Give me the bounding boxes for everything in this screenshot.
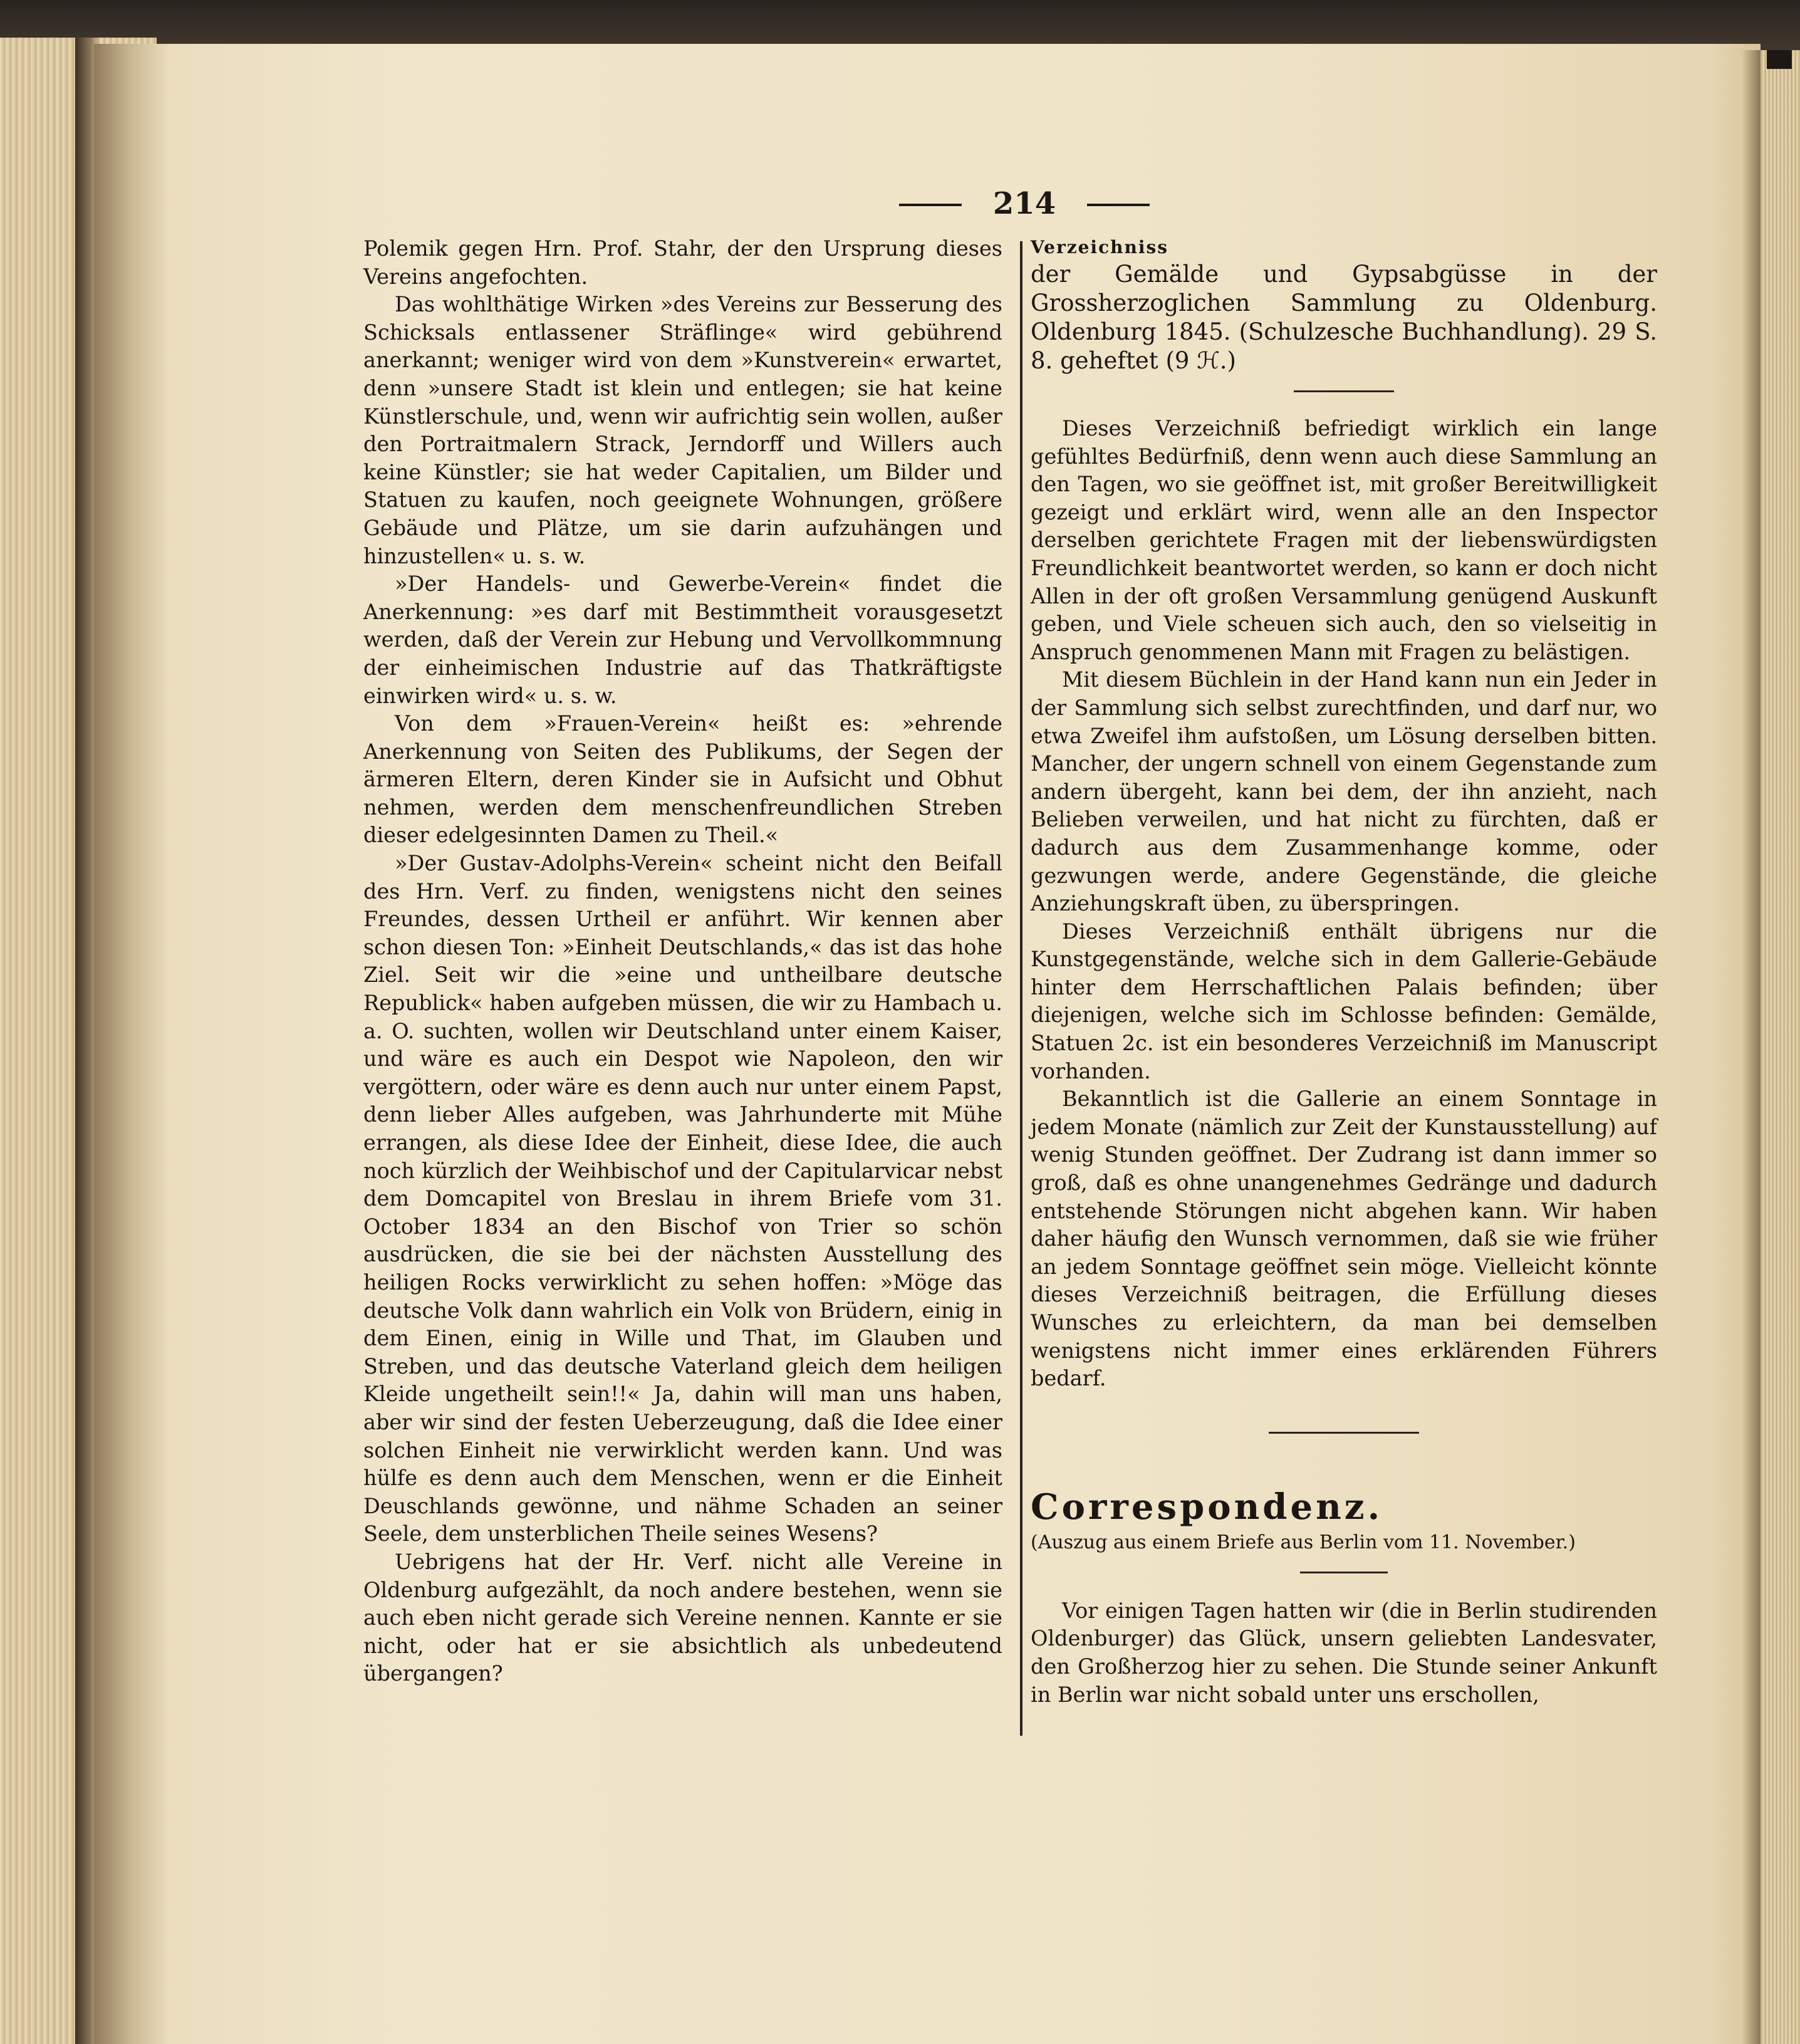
book-edge-shadow — [1742, 50, 1761, 2044]
paragraph: »Der Handels- und Gewerbe-Verein« findet die Anerkennung: »es darf mit Bestimmtheit vorausgesetzt werden, daß der Verein zur Hebung und Vervollkommnung der einheimischen Industrie auf das Thatkräftigste einwirken wird« u. s. w. — [363, 571, 1002, 708]
paragraph: Von dem »Frauen-Verein« heißt es: »ehrende Anerkennung von Seiten des Publikums, der Segen der ärmeren Eltern, deren Kinder sie in Aufsicht und Obhut nehmen, werden dem menschenfreundlichen Streben dieser edelgesinnten Damen zu Theil.« — [363, 711, 1002, 848]
corner-mark — [1767, 50, 1792, 69]
page-number: 214 — [992, 186, 1056, 221]
column-separator — [1020, 241, 1022, 1736]
left-column — [363, 235, 1002, 1688]
divider — [1269, 1432, 1419, 1434]
review-title: Verzeichniss — [1031, 237, 1168, 258]
paragraph: Uebrigens hat der Hr. Verf. nicht alle Vereine in Oldenburg aufgezählt, da noch andere bestehen, wenn sie auch eben nicht gerade sich Vereine nennen. Kannte er sie nicht, oder hat er sie absichtlich als unbedeutend übergangen? — [363, 1549, 1002, 1686]
paragraph: »Der Gustav-Adolphs-Verein« scheint nicht den Beifall des Hrn. Verf. zu finden, wenigstens nicht den seines Freundes, dessen Urtheil er anführt. Wir kennen aber schon diesen Ton: »Einheit Deutschlands,« das ist das hohe Ziel. Seit wir die »eine und untheilbare deutsche Republick« haben aufgeben müssen, die wir zu Hambach u. a. O. suchten, wollen wir Deutschland unter einem Kaiser, und wäre es auch ein Despot wie Napoleon, den wir vergöttern, oder wäre es denn auch nur unter einem Papst, denn lieber Alles aufgeben, was Jahrhunderte mit Mühe errangen, als diese Idee der Einheit, diese Idee, die auch noch kürzlich der Weihbischof und der Capitularvicar nebst dem Domcapitel von Breslau in ihrem Briefe vom 31. October 1834 an den Bischof von Trier so schön ausdrücken, die sie bei der nächsten Ausstellung des heiligen Rocks verwirklicht zu sehen hoffen: »Möge das deutsche Volk dann wahrlich ein Volk von Brüdern, einig in dem Einen, einig in Wille und That, im Glauben und Streben, und das deutsche Vaterland gleich dem heiligen Kleide ungetheilt sein!!« Ja, dahin will man uns haben, aber wir sind der festen Ueberzeugung, daß die Idee einer solchen Einheit nie verwirklicht werden kann. Und was hülfe es denn auch dem Menschen, wenn er die Einheit Deuschlands gewönne, und nähme Schaden an seiner Seele, dem unsterblichen Theile seines Wesens? — [363, 851, 1002, 1546]
paragraph: Bekanntlich ist die Gallerie an einem Sonntage in jedem Monate (nämlich zur Zeit der Kunstausstellung) auf wenig Stunden geöffnet. Der Zudrang ist dann immer so groß, daß es ohne unangenehmes Gedränge und dadurch entstehende Störungen nicht abgehen kann. Wir haben daher häufig den Wunsch vernommen, daß sie wie früher an jedem Sonntage geöffnet sein möge. Vielleicht könnte dieses Verzeichniß beitragen, die Erfüllung dieses Wunsches zu erleichtern, da man bei demselben wenigstens nicht immer eines erklärenden Führers bedarf. — [1031, 1087, 1657, 1391]
page-gutter — [94, 44, 169, 2044]
paragraph: Dieses Verzeichniß befriedigt wirklich ein lange gefühltes Bedürfniß, denn wenn auch diese Sammlung an den Tagen, wo sie geöffnet ist, mit großer Bereitwilligkeit gezeigt und erklärt wird, wenn alle an den Inspector derselben gerichtete Fragen mit der liebenswürdigsten Freundlichkeit beantwortet werden, so kann er doch nicht Allen in der oft großen Versammlung genügend Auskunft geben, und Viele scheuen sich auch, den so vielseitig in Anspruch genommenen Mann mit Fragen zu belästigen. — [1031, 416, 1657, 664]
right-column — [1031, 235, 1657, 1709]
review-subtitle: der Gemälde und Gypsabgüsse in der Grossherzoglichen Sammlung zu Oldenburg. Oldenburg 1845. (Schulzesche Buchhandlung). 29 S. 8. geheftet (9 ℋ.) — [1031, 261, 1657, 374]
divider — [1294, 390, 1394, 392]
paragraph: Dieses Verzeichniß enthält übrigens nur die Kunstgegenstände, welche sich in dem Gallerie-Gebäude hinter dem Herrschaftlichen Palais befinden; über diejenigen, welche sich im Schlosse befinden: Gemälde, Statuen 2c. ist ein besonderes Verzeichniß im Manuscript vorhanden. — [1031, 919, 1657, 1083]
book-page-edges-right — [1754, 50, 1800, 2044]
section-heading: Correspondenz. — [1031, 1486, 1383, 1528]
page-header — [899, 185, 1150, 222]
divider — [1300, 1572, 1388, 1573]
paragraph: Mit diesem Büchlein in der Hand kann nun ein Jeder in der Sammlung sich selbst zurechtfinden, und darf nur, wo etwa Zweifel ihm aufstoßen, um Lösung derselben bitten. Mancher, der ungern schnell von einem Gegenstande zum andern übergeht, kann bei dem, der ihn anzieht, nach Belieben verweilen, und hat nicht zu fürchten, daß er dadurch aus dem Zusammenhange komme, oder gezwungen werde, andere Gegenstände, die gleiche Anziehungskraft üben, zu überspringen. — [1031, 667, 1657, 916]
paragraph: Vor einigen Tagen hatten wir (die in Berlin studirenden Oldenburger) das Glück, unsern geliebten Landesvater, den Großherzog hier zu sehen. Die Stunde seiner Ankunft in Berlin war nicht sobald unter uns erschollen, — [1031, 1598, 1657, 1707]
paragraph: Das wohlthätige Wirken »des Vereins zur Besserung des Schicksals entlassener Sträflinge« wird gebührend anerkannt; weniger wird von dem »Kunstverein« erwartet, denn »unsere Stadt ist klein und entlegen; sie hat keine Künstlerschule, und, wenn wir aufrichtig sein wollen, außer den Portraitmalern Strack, Jerndorff und Willers auch keine Künstler; sie hat weder Capitalien, um Bilder und Statuen zu kaufen, noch geeignete Wohnungen, größere Gebäude und Plätze, um sie darin aufzuhängen und hinzustellen« u. s. w. — [363, 292, 1002, 568]
paragraph: Polemik gegen Hrn. Prof. Stahr, der den Ursprung dieses Vereins angefochten. — [363, 236, 1002, 289]
header-rule-right — [1087, 204, 1150, 206]
section-note: (Auszug aus einem Briefe aus Berlin vom 11. November.) — [1031, 1531, 1576, 1553]
header-rule-left — [899, 204, 962, 206]
